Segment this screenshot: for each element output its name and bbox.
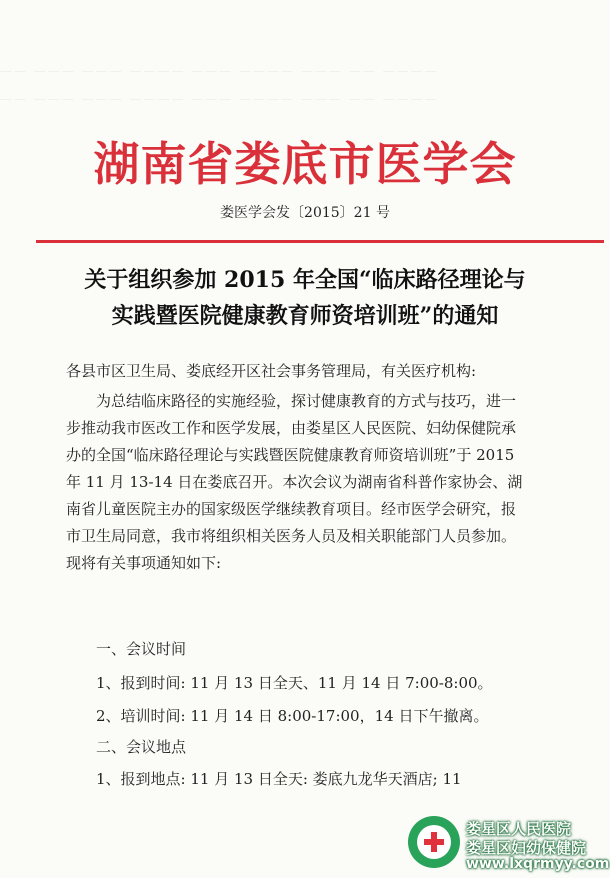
watermark-hospital-name: 娄星区人民医院 (466, 820, 572, 838)
watermark-url: www.lxqrmyy.com (466, 856, 610, 872)
section-1-item-2: 2、培训时间: 11 月 14 日 8:00-17:00，14 日下午撤离。 (96, 707, 489, 725)
bleed-through-text: —— ——— ——— ———— ——— ———— ——— —— ———— (0, 92, 439, 106)
bleed-through-text: —— ——— ——— ———— ——— ———— ——— —— ———— (0, 64, 439, 78)
body-paragraph: 为总结临床路径的实施经验，探讨健康教育的方式与技巧，进一步推动我市医改工作和医学发展，由娄星区人民医院、妇幼保健院承办的全国“临床路径理论与实践暨医院健康教育师资培训班”于 2015 年 11 月 13-14 日在娄底召开。本次会议为湖南省科普作家协会、湖南省儿童医院主办的国家级医学继续教育项目。经市医学会研究，报市卫生局同意，我市将组织相关医务人员及相关职能部门人员参加。现将有关事项通知如下: (66, 392, 523, 572)
document-number: 娄医学会发〔2015〕21 号 (220, 205, 390, 221)
section-1-item-1: 1、报到时间: 11 月 13 日全天、11 月 14 日 7:00-8:00。 (96, 674, 493, 692)
hospital-cross-icon (408, 816, 460, 868)
section-2-heading: 二、会议地点 (96, 738, 187, 756)
section-2-item-1: 1、报到地点: 11 月 13 日全天: 娄底九龙华天酒店; 11 (96, 770, 462, 788)
document-title (0, 262, 610, 334)
document-title-line-1: 关于组织参加 2015 年全国“临床路径理论与 (84, 267, 526, 293)
letterhead-title: 湖南省娄底市医学会 (93, 137, 517, 191)
letterhead-divider (36, 240, 604, 243)
watermark-maternal-hospital-name: 娄星区妇幼保健院 (466, 839, 587, 857)
document-title-line-2: 实践暨医院健康教育师资培训班”的通知 (111, 303, 499, 329)
section-1-heading: 一、会议时间 (96, 640, 187, 658)
addressee: 各县市区卫生局、娄底经开区社会事务管理局，有关医疗机构: (66, 362, 477, 380)
